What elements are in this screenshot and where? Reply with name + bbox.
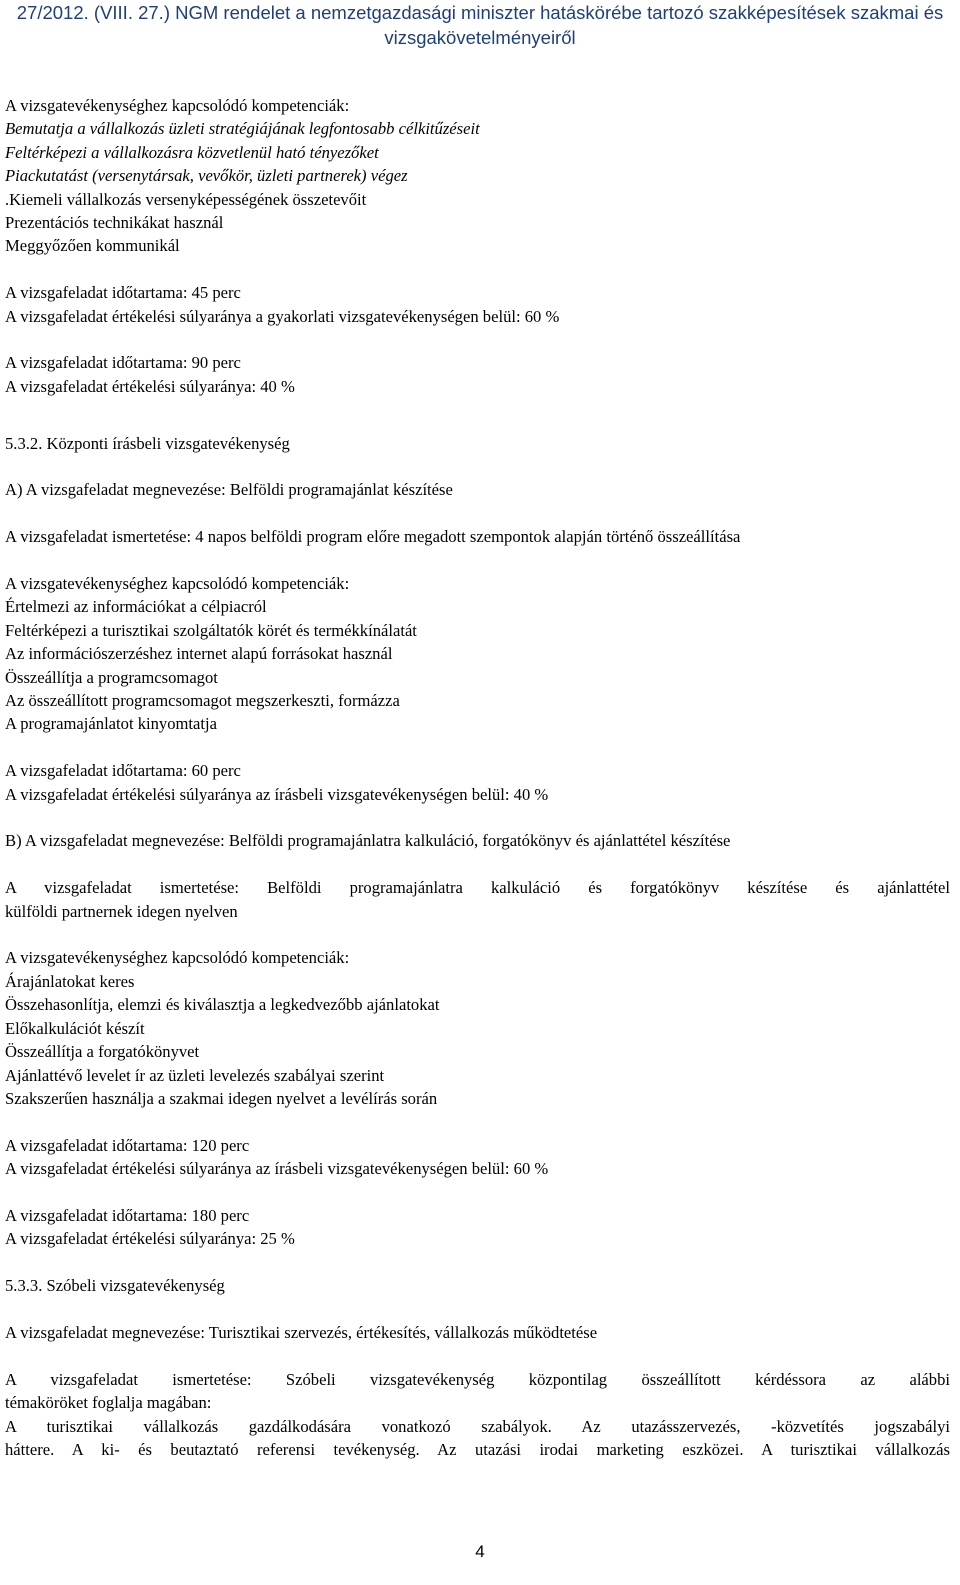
competency-item: Az információszerzéshez internet alapú forrásokat használ [5, 644, 393, 664]
task-weight: A vizsgafeladat értékelési súlyaránya az írásbeli vizsgatevékenységen belül: 40 % [5, 784, 549, 804]
task-a-name: A) A vizsgafeladat megnevezése: Belföldi programajánlat készítése [5, 480, 453, 500]
task-b-name: B) A vizsgafeladat megnevezése: Belföldi programajánlatra kalkuláció, forgatókönyv és ajánlattétel készítése [5, 831, 731, 851]
competency-item: Feltérképezi a turisztikai szolgáltatók körét és termékkínálatát [5, 620, 417, 640]
task-weight: A vizsgafeladat értékelési súlyaránya a gyakorlati vizsgatevékenységen belül: 60 % [5, 306, 560, 326]
task-weight: A vizsgafeladat értékelési súlyaránya az írásbeli vizsgatevékenységen belül: 60 % [5, 1159, 549, 1179]
competency-item: Az összeállított programcsomagot megszerkeszti, formázza [5, 691, 400, 711]
total-weight: A vizsgafeladat értékelési súlyaránya: 25 % [5, 1229, 295, 1249]
competency-item: A programajánlatot kinyomtatja [5, 714, 217, 734]
competency-title: A vizsgatevékenységhez kapcsolódó kompetenciák: [5, 96, 350, 115]
competency-title: A vizsgatevékenységhez kapcsolódó kompetenciák: [5, 574, 350, 594]
competency-item: Árajánlatokat keres [5, 971, 135, 991]
competency-item: Összeállítja a forgatókönyvet [5, 1042, 200, 1062]
oral-task-description-line-2: témaköröket foglalja magában: [5, 1393, 212, 1413]
document-body [5, 94, 950, 1461]
competency-item: Piackutatást (versenytársak, vevőkör, üzleti partnerek) végez [5, 166, 408, 186]
task-duration: A vizsgafeladat időtartama: 60 perc [5, 761, 241, 781]
competency-item: Szakszerűen használja a szakmai idegen nyelvet a levélírás során [5, 1088, 438, 1108]
competency-item: Ajánlattévő levelet ír az üzleti levelezés szabályai szerint [5, 1065, 385, 1085]
header-line-2: vizsgakövetelményeiről [384, 27, 576, 48]
oral-task-name: A vizsgafeladat megnevezése: Turisztikai szervezés, értékesítés, vállalkozás működtetése [5, 1322, 598, 1342]
oral-topics-line-2: háttere. A ki- és beutaztató referensi tevékenység. Az utazási irodai marketing eszközei. A turisztikai vállalkozás [5, 1439, 950, 1459]
competency-item: Meggyőzően kommunikál [5, 236, 180, 256]
task-duration: A vizsgafeladat időtartama: 45 perc [5, 283, 241, 303]
competency-item: Bemutatja a vállalkozás üzleti stratégiájának legfontosabb célkitűzéseit [5, 119, 480, 139]
section-heading-oral: 5.3.3. Szóbeli vizsgatevékenység [5, 1276, 225, 1296]
competency-item: Előkalkulációt készít [5, 1018, 145, 1038]
header-line-1: 27/2012. (VIII. 27.) NGM rendelet a nemzetgazdasági miniszter hatáskörébe tartozó szakképesítések szakmai és [16, 2, 944, 23]
task-b-description-line-2: külföldi partnernek idegen nyelven [5, 901, 238, 921]
competency-item: Összehasonlítja, elemzi és kiválasztja a legkedvezőbb ajánlatokat [5, 995, 440, 1015]
task-a-description: A vizsgafeladat ismertetése: 4 napos belföldi program előre megadott szempontok alapján történő összeállítása [5, 527, 741, 547]
total-duration: A vizsgafeladat időtartama: 180 perc [5, 1205, 250, 1225]
total-weight: A vizsgafeladat értékelési súlyaránya: 40 % [5, 376, 295, 396]
page-header [0, 0, 960, 50]
task-duration: A vizsgafeladat időtartama: 120 perc [5, 1135, 250, 1155]
task-b-description-line-1: A vizsgafeladat ismertetése: Belföldi programajánlatra kalkuláció és forgatókönyv készítése és ajánlattétel [5, 878, 950, 898]
competency-item: Összeállítja a programcsomagot [5, 667, 218, 687]
total-duration: A vizsgafeladat időtartama: 90 perc [5, 353, 241, 373]
competency-title: A vizsgatevékenységhez kapcsolódó kompetenciák: [5, 948, 350, 968]
competency-item: Prezentációs technikákat használ [5, 213, 224, 233]
competency-item: .Kiemeli vállalkozás versenyképességének összetevőit [5, 189, 367, 209]
section-heading-written: 5.3.2. Központi írásbeli vizsgatevékenység [5, 433, 290, 453]
page-number: 4 [475, 1542, 485, 1561]
oral-topics-line-1: A turisztikai vállalkozás gazdálkodására vonatkozó szabályok. Az utazásszervezés, -közvetítés jogszabályi [5, 1416, 950, 1436]
oral-task-description-line-1: A vizsgafeladat ismertetése: Szóbeli vizsgatevékenység központilag összeállított kérdéssora az alábbi [5, 1369, 950, 1389]
competency-item: Feltérképezi a vállalkozásra közvetlenül ható tényezőket [5, 142, 379, 162]
competency-item: Értelmezi az információkat a célpiacról [5, 597, 267, 617]
